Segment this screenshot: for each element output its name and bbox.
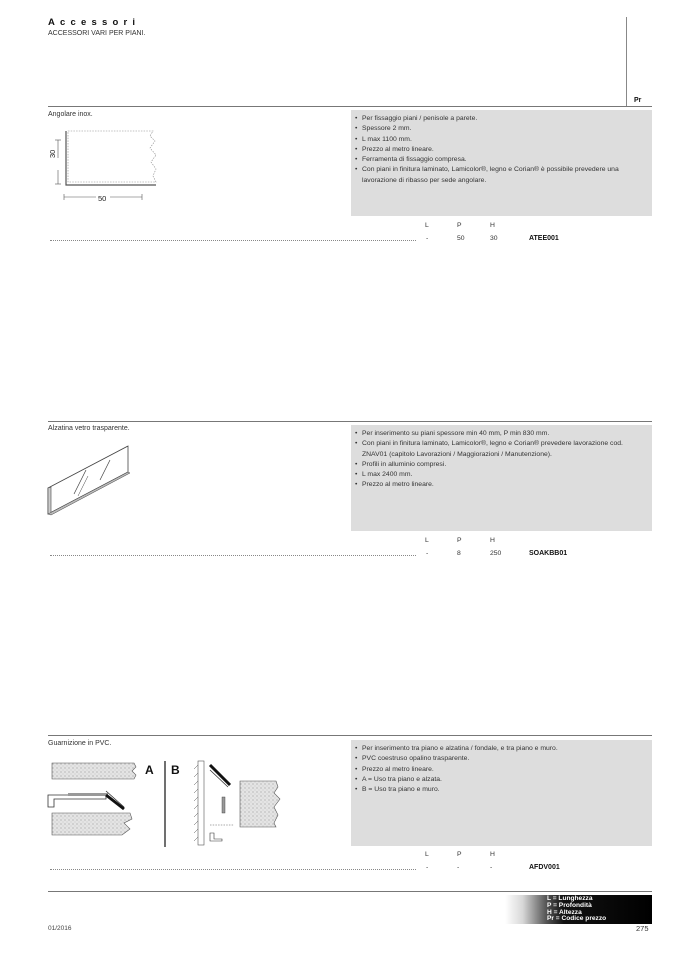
pr-tag: Pr: [634, 97, 642, 104]
value-h: 30: [490, 235, 498, 242]
legend-l: L = Lunghezza: [547, 895, 593, 902]
column-header-l: L: [425, 222, 429, 229]
glass-panel-drawing: [44, 442, 134, 522]
bullet-item: • Spessore 2 mm.: [355, 124, 648, 134]
legend-p: P = Profondità: [547, 901, 592, 909]
bullet-item: • Per inserimento su piani spessore min 40 mm, P min 830 mm.: [355, 429, 648, 439]
value-l: -: [426, 235, 429, 242]
bullet-item: • L max 2400 mm.: [355, 470, 648, 480]
description-box-guarnizione: [351, 740, 652, 846]
label-a: A: [145, 763, 154, 777]
column-header-p: P: [457, 537, 462, 544]
bullet-item: • Prezzo al metro lineare.: [355, 145, 648, 155]
column-header-h: H: [490, 537, 495, 544]
pvc-gasket-drawing: [44, 755, 284, 851]
dotted-leader: [50, 869, 416, 870]
bullet-item: • Ferramenta di fissaggio compresa.: [355, 155, 648, 165]
value-p: 8: [457, 550, 461, 557]
section-divider: [48, 891, 652, 892]
value-h: 250: [490, 550, 502, 557]
description-box-angolare: [351, 110, 652, 216]
column-header-h: H: [490, 851, 495, 858]
product-code: SOAKBB01: [529, 550, 568, 557]
column-header-l: L: [425, 537, 429, 544]
legend-pr: Pr = Codice prezzo: [547, 915, 607, 923]
column-header-l: L: [425, 851, 429, 858]
value-p: 50: [457, 235, 465, 242]
product-code: ATEE001: [529, 235, 559, 242]
legend-h: H = Altezza: [547, 908, 582, 916]
bullet-item: • Con piani in finitura laminato, Lamicolor®, legno e Corian® prevedere lavorazione cod. ZNAV01 (capitolo Lavorazioni / Maggiorazioni / Manutenzione).: [355, 439, 648, 460]
value-l: -: [426, 864, 429, 871]
dotted-leader: [50, 555, 416, 556]
value-h: -: [490, 864, 493, 871]
section-divider: [48, 106, 652, 107]
product-code: AFDV001: [529, 864, 560, 871]
bullet-item: • L max 1100 mm.: [355, 135, 648, 145]
section-title-alzatina: Alzatina vetro trasparente.: [48, 425, 130, 432]
bullet-item: • B = Uso tra piano e muro.: [355, 785, 648, 795]
value-l: -: [426, 550, 429, 557]
dimension-height-label: 30: [48, 149, 57, 158]
bullet-item: • PVC coestruso opalino trasparente.: [355, 754, 648, 764]
bullet-item: • A = Uso tra piano e alzata.: [355, 775, 648, 785]
page-number: 275: [636, 924, 649, 933]
legend-box: [505, 895, 652, 924]
dotted-leader: [50, 240, 416, 241]
description-box-alzatina: [351, 425, 652, 531]
bullet-item: • Per fissaggio piani / penisole a parete.: [355, 114, 648, 124]
page-title: Accessori: [48, 17, 141, 28]
header-divider-vertical: [626, 17, 627, 106]
value-p: -: [457, 864, 460, 871]
column-header-p: P: [457, 851, 462, 858]
label-b: B: [171, 763, 180, 777]
page-subtitle: ACCESSORI VARI PER PIANI.: [48, 30, 146, 37]
section-divider: [48, 421, 652, 422]
bullet-item: • Con piani in finitura laminato, Lamicolor®, legno e Corian® è possibile prevedere una lavorazione di ribasso per sede angolare.: [355, 165, 648, 186]
column-header-h: H: [490, 222, 495, 229]
bullet-item: • Per inserimento tra piano e alzatina / fondale, e tra piano e muro.: [355, 744, 648, 754]
bullet-item: • Prezzo al metro lineare.: [355, 765, 648, 775]
dimension-width-label: 50: [98, 194, 107, 203]
section-divider: [48, 735, 652, 736]
section-title-angolare: Angolare inox.: [48, 111, 93, 118]
bullet-item: • Profili in alluminio compresi.: [355, 460, 648, 470]
bullet-item: • Prezzo al metro lineare.: [355, 480, 648, 490]
footer-date: 01/2016: [48, 925, 72, 932]
section-title-guarnizione: Guarnizione in PVC.: [48, 740, 112, 747]
column-header-p: P: [457, 222, 462, 229]
